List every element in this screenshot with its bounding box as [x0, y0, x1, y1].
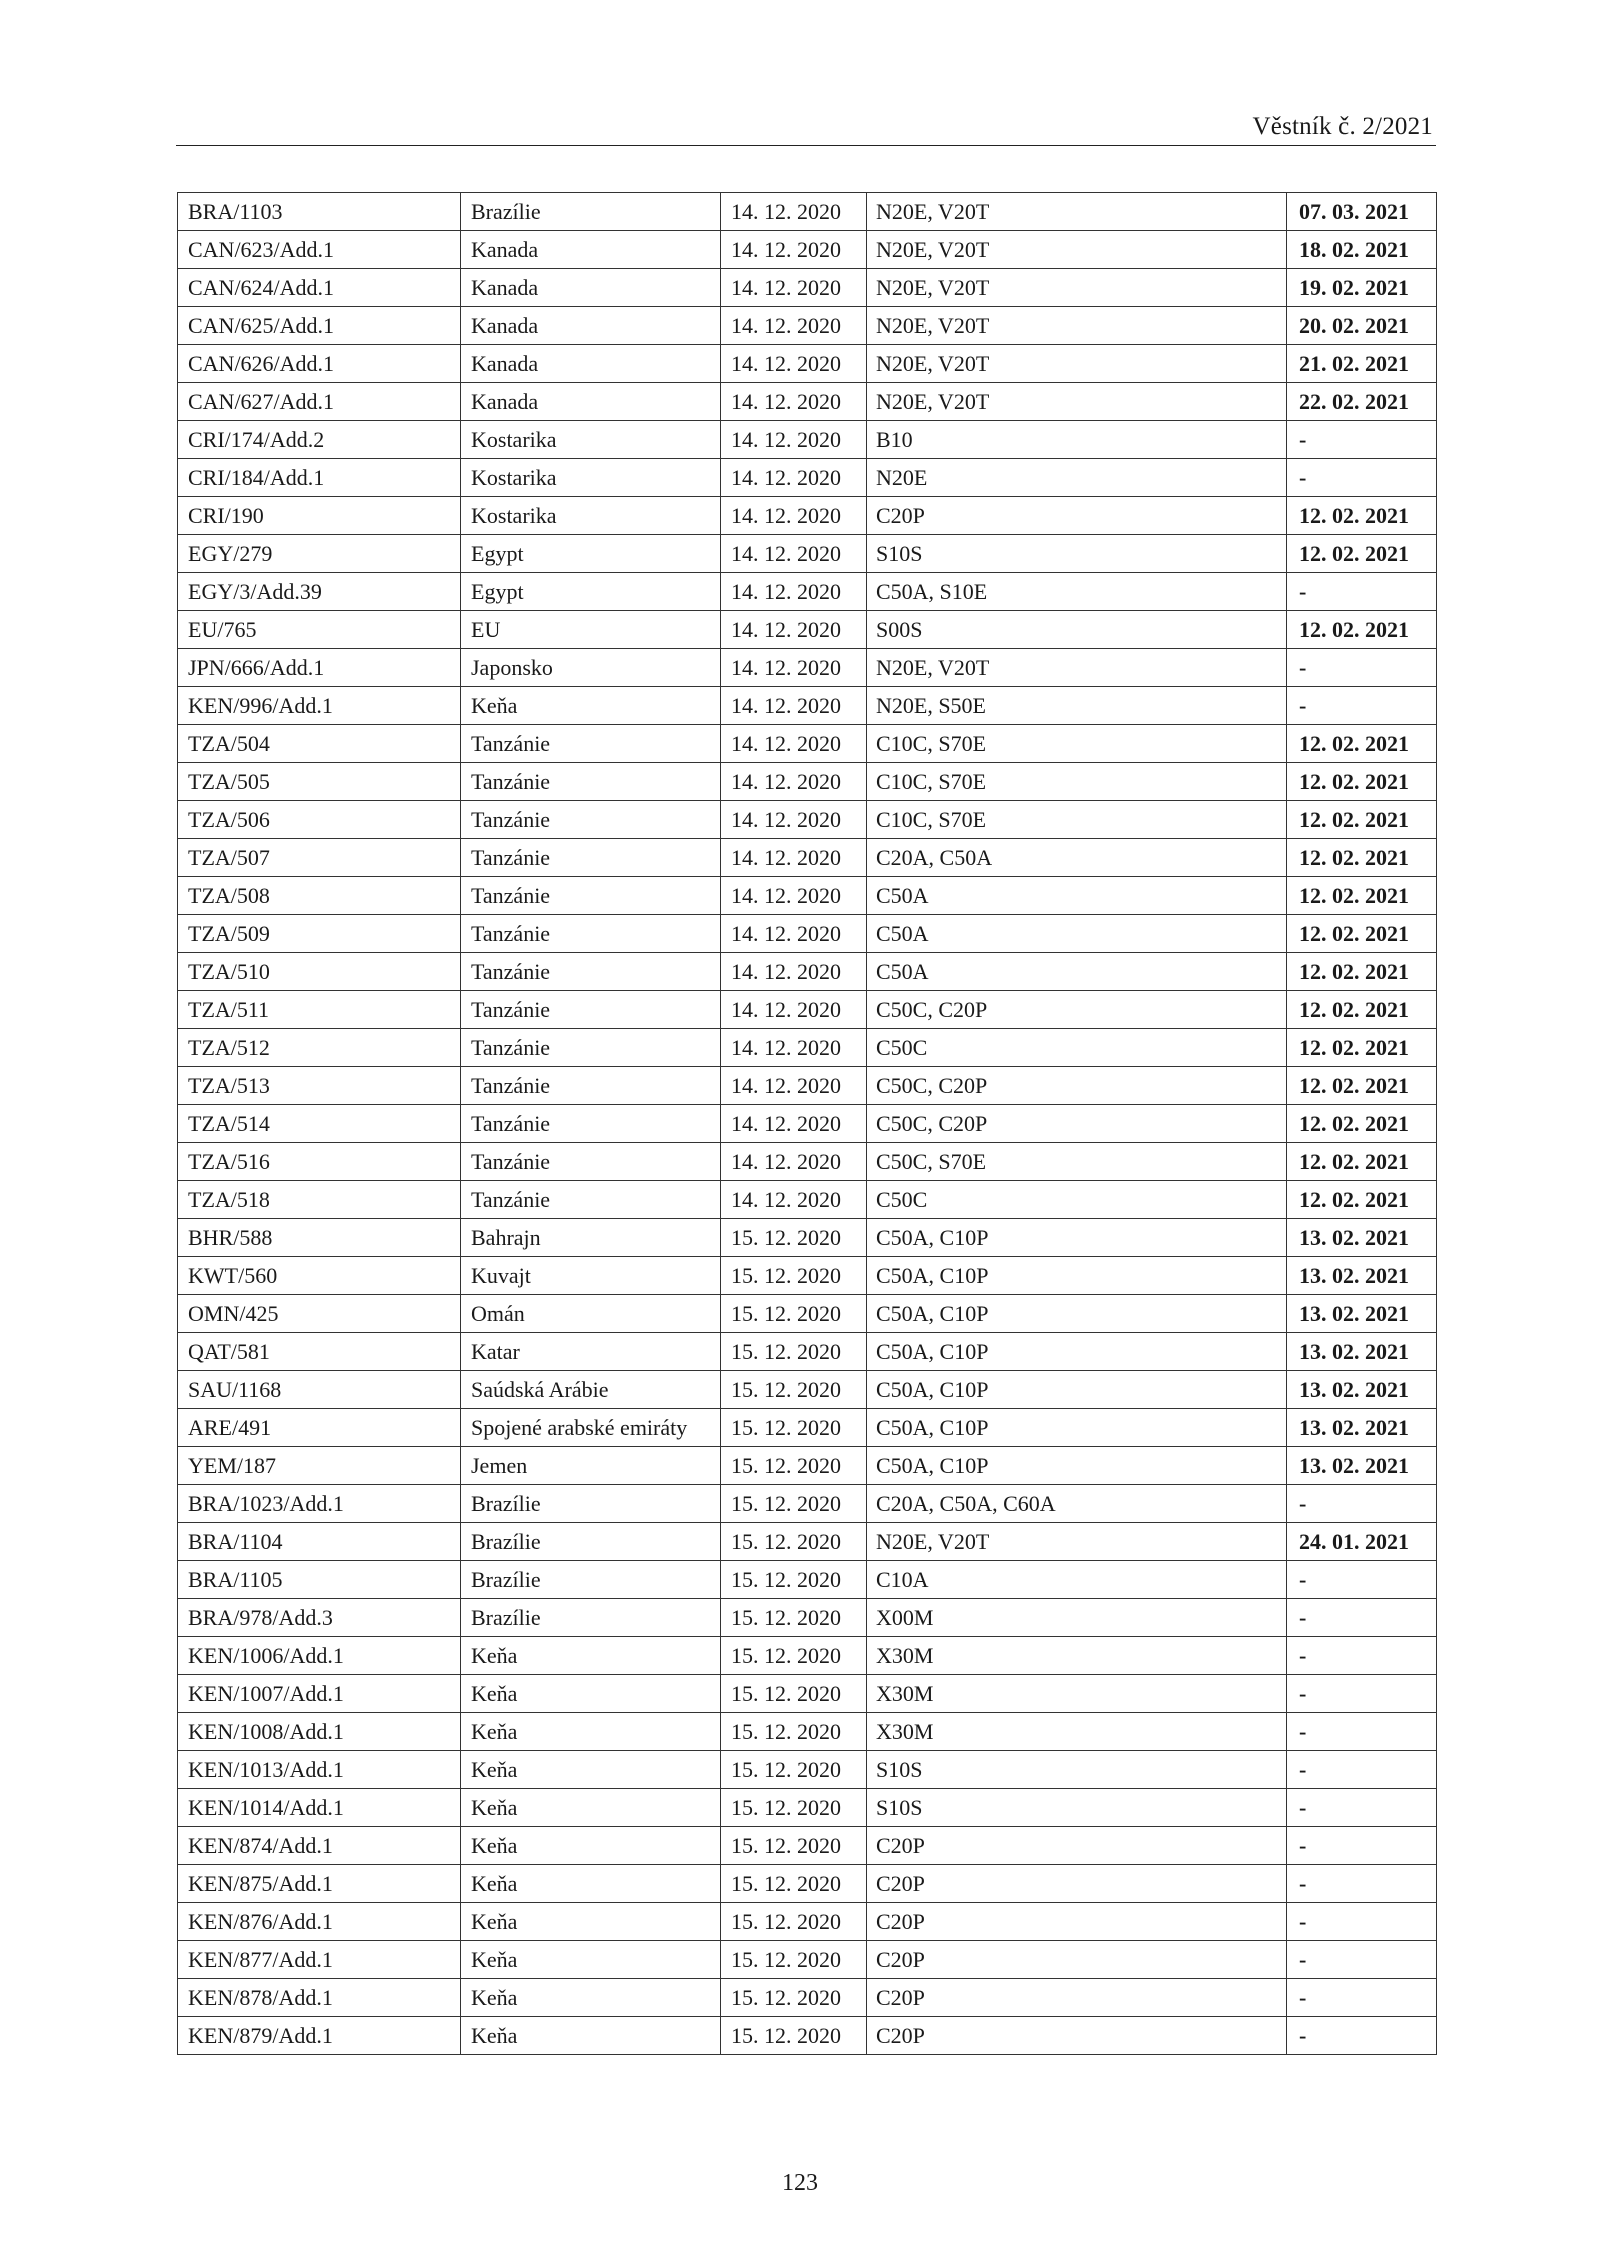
deadline-cell: -	[1287, 1751, 1437, 1789]
deadline-cell: -	[1287, 1713, 1437, 1751]
country-cell: Kuvajt	[461, 1257, 721, 1295]
date-cell: 14. 12. 2020	[721, 573, 867, 611]
country-cell: Tanzánie	[461, 915, 721, 953]
deadline-cell: 18. 02. 2021	[1287, 231, 1437, 269]
date-cell: 15. 12. 2020	[721, 1865, 867, 1903]
document-id-cell: TZA/516	[178, 1143, 461, 1181]
table-row	[178, 1751, 1437, 1789]
table-row	[178, 1257, 1437, 1295]
code-cell: C50A	[867, 953, 1287, 991]
document-id-cell: SAU/1168	[178, 1371, 461, 1409]
document-id-cell: KEN/1014/Add.1	[178, 1789, 461, 1827]
deadline-cell: -	[1287, 421, 1437, 459]
code-cell: C50C, C20P	[867, 1105, 1287, 1143]
table-row	[178, 2017, 1437, 2055]
table-row	[178, 345, 1437, 383]
code-cell: N20E	[867, 459, 1287, 497]
deadline-cell: 12. 02. 2021	[1287, 1143, 1437, 1181]
country-cell: Kostarika	[461, 421, 721, 459]
deadline-cell: 12. 02. 2021	[1287, 1181, 1437, 1219]
code-cell: C50A, C10P	[867, 1409, 1287, 1447]
country-cell: Keňa	[461, 1903, 721, 1941]
deadline-cell: 12. 02. 2021	[1287, 1029, 1437, 1067]
document-id-cell: EU/765	[178, 611, 461, 649]
code-cell: C20P	[867, 1865, 1287, 1903]
table-row	[178, 573, 1437, 611]
table-row	[178, 1789, 1437, 1827]
date-cell: 14. 12. 2020	[721, 383, 867, 421]
deadline-cell: -	[1287, 1561, 1437, 1599]
date-cell: 14. 12. 2020	[721, 497, 867, 535]
deadline-cell: 12. 02. 2021	[1287, 801, 1437, 839]
document-id-cell: KEN/1013/Add.1	[178, 1751, 461, 1789]
code-cell: C10A	[867, 1561, 1287, 1599]
date-cell: 15. 12. 2020	[721, 1903, 867, 1941]
date-cell: 15. 12. 2020	[721, 1827, 867, 1865]
code-cell: C50C, C20P	[867, 1067, 1287, 1105]
table-row	[178, 459, 1437, 497]
document-id-cell: EGY/279	[178, 535, 461, 573]
code-cell: C20P	[867, 1979, 1287, 2017]
table-row	[178, 839, 1437, 877]
date-cell: 15. 12. 2020	[721, 1295, 867, 1333]
deadline-cell: -	[1287, 2017, 1437, 2055]
country-cell: Keňa	[461, 1751, 721, 1789]
deadline-cell: -	[1287, 1827, 1437, 1865]
table-row	[178, 1599, 1437, 1637]
country-cell: Kanada	[461, 269, 721, 307]
date-cell: 14. 12. 2020	[721, 877, 867, 915]
table-row	[178, 1903, 1437, 1941]
date-cell: 14. 12. 2020	[721, 421, 867, 459]
code-cell: N20E, V20T	[867, 307, 1287, 345]
deadline-cell: 07. 03. 2021	[1287, 193, 1437, 231]
table-row	[178, 1067, 1437, 1105]
code-cell: C50A, C10P	[867, 1219, 1287, 1257]
table-row	[178, 1827, 1437, 1865]
date-cell: 15. 12. 2020	[721, 1257, 867, 1295]
date-cell: 15. 12. 2020	[721, 1561, 867, 1599]
table-row	[178, 231, 1437, 269]
country-cell: Keňa	[461, 1675, 721, 1713]
deadline-cell: 13. 02. 2021	[1287, 1371, 1437, 1409]
deadline-cell: -	[1287, 1637, 1437, 1675]
document-id-cell: BHR/588	[178, 1219, 461, 1257]
code-cell: C50C	[867, 1029, 1287, 1067]
document-id-cell: JPN/666/Add.1	[178, 649, 461, 687]
table-row	[178, 383, 1437, 421]
deadline-cell: 13. 02. 2021	[1287, 1219, 1437, 1257]
code-cell: C20P	[867, 497, 1287, 535]
date-cell: 15. 12. 2020	[721, 1675, 867, 1713]
country-cell: Jemen	[461, 1447, 721, 1485]
country-cell: Tanzánie	[461, 1067, 721, 1105]
deadline-cell: 13. 02. 2021	[1287, 1333, 1437, 1371]
table-row	[178, 1941, 1437, 1979]
document-id-cell: KEN/1008/Add.1	[178, 1713, 461, 1751]
date-cell: 15. 12. 2020	[721, 1485, 867, 1523]
country-cell: Brazílie	[461, 1561, 721, 1599]
table-row	[178, 1219, 1437, 1257]
date-cell: 15. 12. 2020	[721, 1941, 867, 1979]
code-cell: X30M	[867, 1713, 1287, 1751]
code-cell: X00M	[867, 1599, 1287, 1637]
document-id-cell: KEN/1006/Add.1	[178, 1637, 461, 1675]
country-cell: Kostarika	[461, 497, 721, 535]
code-cell: C20P	[867, 1941, 1287, 1979]
date-cell: 14. 12. 2020	[721, 801, 867, 839]
code-cell: C50A, C10P	[867, 1257, 1287, 1295]
country-cell: Keňa	[461, 1637, 721, 1675]
country-cell: Keňa	[461, 1865, 721, 1903]
code-cell: N20E, V20T	[867, 193, 1287, 231]
document-id-cell: TZA/511	[178, 991, 461, 1029]
code-cell: C50A, C10P	[867, 1447, 1287, 1485]
document-id-cell: BRA/1103	[178, 193, 461, 231]
code-cell: S10S	[867, 535, 1287, 573]
document-id-cell: KEN/874/Add.1	[178, 1827, 461, 1865]
country-cell: Tanzánie	[461, 801, 721, 839]
document-id-cell: TZA/518	[178, 1181, 461, 1219]
date-cell: 15. 12. 2020	[721, 1219, 867, 1257]
code-cell: N20E, V20T	[867, 231, 1287, 269]
document-id-cell: OMN/425	[178, 1295, 461, 1333]
date-cell: 15. 12. 2020	[721, 1333, 867, 1371]
document-id-cell: CAN/627/Add.1	[178, 383, 461, 421]
date-cell: 14. 12. 2020	[721, 763, 867, 801]
date-cell: 14. 12. 2020	[721, 269, 867, 307]
table-row	[178, 1181, 1437, 1219]
document-id-cell: TZA/507	[178, 839, 461, 877]
deadline-cell: -	[1287, 573, 1437, 611]
date-cell: 14. 12. 2020	[721, 535, 867, 573]
date-cell: 15. 12. 2020	[721, 1979, 867, 2017]
deadline-cell: -	[1287, 687, 1437, 725]
date-cell: 14. 12. 2020	[721, 1181, 867, 1219]
document-id-cell: TZA/508	[178, 877, 461, 915]
country-cell: Kostarika	[461, 459, 721, 497]
code-cell: N20E, S50E	[867, 687, 1287, 725]
country-cell: Keňa	[461, 2017, 721, 2055]
date-cell: 14. 12. 2020	[721, 953, 867, 991]
document-id-cell: TZA/504	[178, 725, 461, 763]
country-cell: Kanada	[461, 345, 721, 383]
country-cell: Tanzánie	[461, 991, 721, 1029]
deadline-cell: -	[1287, 649, 1437, 687]
document-id-cell: TZA/510	[178, 953, 461, 991]
country-cell: Kanada	[461, 231, 721, 269]
country-cell: Tanzánie	[461, 1143, 721, 1181]
table-row	[178, 1561, 1437, 1599]
table-row	[178, 1143, 1437, 1181]
document-id-cell: KEN/877/Add.1	[178, 1941, 461, 1979]
country-cell: Egypt	[461, 535, 721, 573]
document-id-cell: TZA/514	[178, 1105, 461, 1143]
code-cell: C20P	[867, 2017, 1287, 2055]
country-cell: Tanzánie	[461, 763, 721, 801]
table-row	[178, 193, 1437, 231]
country-cell: Tanzánie	[461, 1029, 721, 1067]
date-cell: 14. 12. 2020	[721, 1143, 867, 1181]
country-cell: Keňa	[461, 687, 721, 725]
country-cell: Egypt	[461, 573, 721, 611]
document-id-cell: ARE/491	[178, 1409, 461, 1447]
country-cell: Brazílie	[461, 1599, 721, 1637]
document-id-cell: CAN/625/Add.1	[178, 307, 461, 345]
document-id-cell: CAN/624/Add.1	[178, 269, 461, 307]
code-cell: S10S	[867, 1789, 1287, 1827]
document-id-cell: KEN/875/Add.1	[178, 1865, 461, 1903]
header-divider	[176, 145, 1436, 146]
table-row	[178, 1979, 1437, 2017]
deadline-cell: -	[1287, 1979, 1437, 2017]
country-cell: Tanzánie	[461, 839, 721, 877]
date-cell: 14. 12. 2020	[721, 611, 867, 649]
document-id-cell: KEN/876/Add.1	[178, 1903, 461, 1941]
code-cell: C50A, C10P	[867, 1371, 1287, 1409]
deadline-cell: 12. 02. 2021	[1287, 535, 1437, 573]
code-cell: N20E, V20T	[867, 1523, 1287, 1561]
document-id-cell: EGY/3/Add.39	[178, 573, 461, 611]
date-cell: 15. 12. 2020	[721, 1789, 867, 1827]
table-row	[178, 497, 1437, 535]
document-id-cell: KWT/560	[178, 1257, 461, 1295]
date-cell: 14. 12. 2020	[721, 915, 867, 953]
table-row	[178, 307, 1437, 345]
code-cell: C10C, S70E	[867, 801, 1287, 839]
country-cell: Keňa	[461, 1941, 721, 1979]
code-cell: S00S	[867, 611, 1287, 649]
deadline-cell: 12. 02. 2021	[1287, 991, 1437, 1029]
table-row	[178, 1675, 1437, 1713]
deadline-cell: 12. 02. 2021	[1287, 1105, 1437, 1143]
country-cell: Brazílie	[461, 1485, 721, 1523]
deadline-cell: 13. 02. 2021	[1287, 1257, 1437, 1295]
code-cell: B10	[867, 421, 1287, 459]
document-id-cell: YEM/187	[178, 1447, 461, 1485]
date-cell: 14. 12. 2020	[721, 459, 867, 497]
page-header-title: Věstník č. 2/2021	[1252, 113, 1433, 140]
document-id-cell: CRI/190	[178, 497, 461, 535]
date-cell: 14. 12. 2020	[721, 193, 867, 231]
date-cell: 15. 12. 2020	[721, 1713, 867, 1751]
deadline-cell: 21. 02. 2021	[1287, 345, 1437, 383]
deadline-cell: 12. 02. 2021	[1287, 611, 1437, 649]
deadline-cell: 20. 02. 2021	[1287, 307, 1437, 345]
document-id-cell: KEN/878/Add.1	[178, 1979, 461, 2017]
country-cell: Tanzánie	[461, 1181, 721, 1219]
country-cell: Bahrajn	[461, 1219, 721, 1257]
table-row	[178, 1447, 1437, 1485]
date-cell: 14. 12. 2020	[721, 1067, 867, 1105]
code-cell: N20E, V20T	[867, 345, 1287, 383]
date-cell: 14. 12. 2020	[721, 345, 867, 383]
table-row	[178, 1865, 1437, 1903]
table-row	[178, 877, 1437, 915]
date-cell: 15. 12. 2020	[721, 1599, 867, 1637]
date-cell: 14. 12. 2020	[721, 649, 867, 687]
country-cell: Omán	[461, 1295, 721, 1333]
date-cell: 14. 12. 2020	[721, 687, 867, 725]
code-cell: C50A, S10E	[867, 573, 1287, 611]
date-cell: 14. 12. 2020	[721, 231, 867, 269]
document-id-cell: BRA/1104	[178, 1523, 461, 1561]
country-cell: Brazílie	[461, 193, 721, 231]
code-cell: C20P	[867, 1903, 1287, 1941]
deadline-cell: 13. 02. 2021	[1287, 1295, 1437, 1333]
deadline-cell: 12. 02. 2021	[1287, 497, 1437, 535]
table-row	[178, 953, 1437, 991]
table-row	[178, 1409, 1437, 1447]
table-row	[178, 535, 1437, 573]
code-cell: X30M	[867, 1675, 1287, 1713]
deadline-cell: -	[1287, 1599, 1437, 1637]
code-cell: C50A	[867, 877, 1287, 915]
deadline-cell: -	[1287, 459, 1437, 497]
deadline-cell: 12. 02. 2021	[1287, 763, 1437, 801]
deadline-cell: 12. 02. 2021	[1287, 877, 1437, 915]
country-cell: Brazílie	[461, 1523, 721, 1561]
country-cell: Tanzánie	[461, 877, 721, 915]
country-cell: Tanzánie	[461, 953, 721, 991]
page-number: 123	[782, 2170, 818, 2196]
table-row	[178, 1295, 1437, 1333]
document-id-cell: KEN/996/Add.1	[178, 687, 461, 725]
document-id-cell: CRI/184/Add.1	[178, 459, 461, 497]
date-cell: 14. 12. 2020	[721, 725, 867, 763]
deadline-cell: 12. 02. 2021	[1287, 1067, 1437, 1105]
deadline-cell: -	[1287, 1485, 1437, 1523]
deadline-cell: -	[1287, 1789, 1437, 1827]
date-cell: 15. 12. 2020	[721, 1447, 867, 1485]
code-cell: C10C, S70E	[867, 763, 1287, 801]
table-row	[178, 687, 1437, 725]
code-cell: C50A, C10P	[867, 1333, 1287, 1371]
date-cell: 14. 12. 2020	[721, 307, 867, 345]
deadline-cell: 13. 02. 2021	[1287, 1409, 1437, 1447]
document-id-cell: CRI/174/Add.2	[178, 421, 461, 459]
code-cell: N20E, V20T	[867, 383, 1287, 421]
country-cell: Kanada	[461, 307, 721, 345]
table-row	[178, 649, 1437, 687]
document-id-cell: TZA/513	[178, 1067, 461, 1105]
deadline-cell: -	[1287, 1865, 1437, 1903]
country-cell: EU	[461, 611, 721, 649]
deadline-cell: 19. 02. 2021	[1287, 269, 1437, 307]
table-row	[178, 725, 1437, 763]
table-row	[178, 1637, 1437, 1675]
table-row	[178, 1333, 1437, 1371]
code-cell: C50A	[867, 915, 1287, 953]
country-cell: Keňa	[461, 1979, 721, 2017]
code-cell: C50A, C10P	[867, 1295, 1287, 1333]
date-cell: 14. 12. 2020	[721, 839, 867, 877]
code-cell: N20E, V20T	[867, 649, 1287, 687]
document-id-cell: BRA/1105	[178, 1561, 461, 1599]
date-cell: 15. 12. 2020	[721, 1409, 867, 1447]
country-cell: Keňa	[461, 1713, 721, 1751]
document-id-cell: BRA/978/Add.3	[178, 1599, 461, 1637]
document-id-cell: CAN/626/Add.1	[178, 345, 461, 383]
table-row	[178, 421, 1437, 459]
code-cell: C20A, C50A	[867, 839, 1287, 877]
code-cell: X30M	[867, 1637, 1287, 1675]
table-row	[178, 763, 1437, 801]
deadline-cell: -	[1287, 1903, 1437, 1941]
country-cell: Katar	[461, 1333, 721, 1371]
deadline-cell: 13. 02. 2021	[1287, 1447, 1437, 1485]
document-id-cell: QAT/581	[178, 1333, 461, 1371]
deadline-cell: 24. 01. 2021	[1287, 1523, 1437, 1561]
document-id-cell: BRA/1023/Add.1	[178, 1485, 461, 1523]
code-cell: C20A, C50A, C60A	[867, 1485, 1287, 1523]
document-id-cell: CAN/623/Add.1	[178, 231, 461, 269]
deadline-cell: -	[1287, 1941, 1437, 1979]
date-cell: 15. 12. 2020	[721, 2017, 867, 2055]
document-id-cell: KEN/1007/Add.1	[178, 1675, 461, 1713]
table-row	[178, 269, 1437, 307]
code-cell: C10C, S70E	[867, 725, 1287, 763]
deadline-cell: 12. 02. 2021	[1287, 953, 1437, 991]
country-cell: Tanzánie	[461, 1105, 721, 1143]
country-cell: Kanada	[461, 383, 721, 421]
table-row	[178, 611, 1437, 649]
date-cell: 15. 12. 2020	[721, 1637, 867, 1675]
document-id-cell: TZA/505	[178, 763, 461, 801]
country-cell: Japonsko	[461, 649, 721, 687]
country-cell: Saúdská Arábie	[461, 1371, 721, 1409]
table-row	[178, 1523, 1437, 1561]
deadline-cell: 12. 02. 2021	[1287, 725, 1437, 763]
date-cell: 14. 12. 2020	[721, 991, 867, 1029]
country-cell: Keňa	[461, 1789, 721, 1827]
date-cell: 15. 12. 2020	[721, 1523, 867, 1561]
code-cell: C50C	[867, 1181, 1287, 1219]
country-cell: Keňa	[461, 1827, 721, 1865]
date-cell: 14. 12. 2020	[721, 1029, 867, 1067]
document-id-cell: KEN/879/Add.1	[178, 2017, 461, 2055]
deadline-cell: 12. 02. 2021	[1287, 915, 1437, 953]
notification-table	[177, 192, 1437, 2055]
date-cell: 15. 12. 2020	[721, 1371, 867, 1409]
country-cell: Spojené arabské emiráty	[461, 1409, 721, 1447]
date-cell: 15. 12. 2020	[721, 1751, 867, 1789]
table-row	[178, 915, 1437, 953]
code-cell: C50C, S70E	[867, 1143, 1287, 1181]
country-cell: Tanzánie	[461, 725, 721, 763]
deadline-cell: -	[1287, 1675, 1437, 1713]
table-body	[178, 193, 1437, 2055]
code-cell: N20E, V20T	[867, 269, 1287, 307]
code-cell: C20P	[867, 1827, 1287, 1865]
table-row	[178, 1713, 1437, 1751]
table-row	[178, 1371, 1437, 1409]
code-cell: C50C, C20P	[867, 991, 1287, 1029]
table-row	[178, 801, 1437, 839]
date-cell: 14. 12. 2020	[721, 1105, 867, 1143]
document-id-cell: TZA/512	[178, 1029, 461, 1067]
deadline-cell: 12. 02. 2021	[1287, 839, 1437, 877]
table-row	[178, 991, 1437, 1029]
table-row	[178, 1485, 1437, 1523]
document-id-cell: TZA/509	[178, 915, 461, 953]
deadline-cell: 22. 02. 2021	[1287, 383, 1437, 421]
document-id-cell: TZA/506	[178, 801, 461, 839]
table-row	[178, 1029, 1437, 1067]
code-cell: S10S	[867, 1751, 1287, 1789]
table-row	[178, 1105, 1437, 1143]
